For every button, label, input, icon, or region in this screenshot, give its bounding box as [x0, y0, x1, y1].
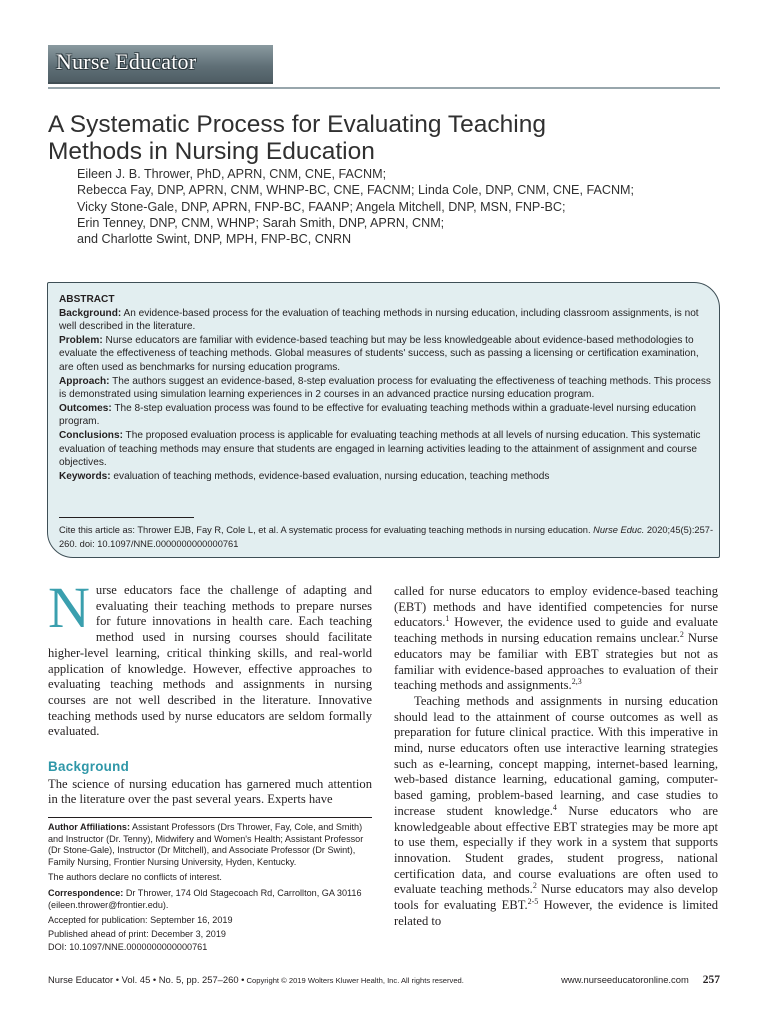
- footer-url[interactable]: www.nurseeducatoronline.com: [561, 974, 689, 985]
- doi: DOI: 10.1097/NNE.0000000000000761: [48, 942, 208, 953]
- body-text: called for nurse educators to employ evidence-based teaching (EBT) methods and have identified competencies for nurse educators.: [394, 584, 718, 630]
- correspondence: [48, 888, 378, 911]
- article-title: [48, 111, 688, 165]
- abstract-outcomes: [59, 402, 711, 429]
- citation-ref: 1: [445, 614, 450, 624]
- background-paragraph: The science of nursing education has garnered much attention in the literature over the past several years. Experts have: [48, 776, 372, 807]
- affiliations-text: Assistant Professors (Drs Thrower, Fay, Cole, and Smith) and Instructor (Dr. Tenny), Midwifery and Women's Health; Assistant Professor (Dr Stone-Gale), Instructor (Dr Mitchell), and Associate Professor (Dr Swint), Family Nursing, Frontier Nursing University, Hyden, Kentucky.: [48, 822, 364, 867]
- citation-ref: 2: [679, 629, 684, 639]
- abstract-heading: ABSTRACT: [59, 294, 115, 305]
- author-line: Vicky Stone-Gale, DNP, APRN, FNP-BC, FAANP; Angela Mitchell, DNP, MSN, FNP-BC;: [77, 199, 566, 214]
- author-line: Rebecca Fay, DNP, APRN, CNM, WHNP-BC, CNE, FACNM; Linda Cole, DNP, CNM, CNE, FACNM;: [77, 183, 635, 198]
- abstract-problem-text: Nurse educators are familiar with evidence-based teaching but may be less knowledgeable about evidence-based methodologies to evaluate the effectiveness of teaching methods. Global measures of students' success, such as passing a licensing or certification examination, are often used as benchmarks for nursing education programs.: [59, 334, 699, 373]
- footer-copyright: Copyright © 2019 Wolters Kluwer Health, Inc. All rights reserved.: [244, 976, 464, 985]
- affiliations-label: Author Affiliations:: [48, 822, 130, 832]
- journal-banner-text: Nurse Educator: [56, 49, 197, 74]
- author-line: and Charlotte Swint, DNP, MPH, FNP-BC, CNRN: [77, 232, 352, 247]
- citation-text: Cite this article as: Thrower EJB, Fay R, Cole L, et al. A systematic process for evaluating teaching methods in nursing education.: [59, 525, 594, 535]
- citation-rule: [59, 517, 194, 518]
- body-text: Nurse educators who are knowledgeable about effective EBT strategies may be more apt to use them, especially if they work in a system that supports innovation. Student grades, student progress, national certification data, and course evaluations are often used to evaluate teaching methods.: [394, 803, 718, 897]
- affiliations-paragraph: [48, 822, 378, 868]
- body-paragraph-2: [394, 694, 718, 930]
- accepted-date: Accepted for publication: September 16, 2019: [48, 915, 233, 926]
- abstract-keywords: [59, 470, 711, 484]
- abstract-approach: [59, 375, 711, 402]
- conflicts-statement: The authors declare no conflicts of interest.: [48, 872, 222, 883]
- intro-paragraph: [48, 575, 372, 740]
- abstract-approach-text: The authors suggest an evidence-based, 8-step evaluation process for evaluating the effectiveness of teaching methods. This process is demonstrated using simulation learning experiences in 2 courses in an advanced practice nursing education program.: [59, 375, 711, 401]
- body-text: Nurse educators may be familiar with EBT strategies but not as familiar with evidence-based approaches to evaluation of their teaching methods and assignments.: [394, 631, 718, 693]
- citation-details: 2020;45(5):257-260. doi: 10.1097/NNE.0000000000000761: [59, 525, 714, 549]
- footer-volume: Nurse Educator • Vol. 45 • No. 5, pp. 257–260 •: [48, 974, 245, 985]
- page-number: 257: [702, 974, 720, 986]
- body-text: Teaching methods and assignments in nursing education should lead to the attainment of course outcomes as well as preparation for future clinical practice. With this imperative in mind, nurse educators often use interactive learning strategies such as e-learning, concept mapping, internet-based learning, web-based distance learning, educational gaming, computer-based gaming, problem-based learning, and case studies to increase student knowledge.: [394, 693, 718, 818]
- section-heading-background: Background: [48, 759, 130, 775]
- body-text: However, the evidence is limited related to: [394, 898, 718, 928]
- abstract-conclusions-text: The proposed evaluation process is applicable for evaluating teaching methods at all levels of nursing education. This systematic evaluation of teaching methods may ensure that students are engaged in learning activities leading to the attainment of assignment and course objectives.: [59, 429, 701, 469]
- abstract-problem-label: Problem:: [59, 334, 103, 346]
- body-text: Nurse educators may also develop tools for evaluating EBT.: [394, 882, 718, 913]
- body-paragraph-1: [394, 584, 718, 694]
- abstract-conclusions-label: Conclusions:: [59, 429, 123, 441]
- citation: [59, 524, 714, 551]
- header-rule: [48, 87, 720, 89]
- published-date: Published ahead of print: December 3, 2019: [48, 928, 226, 939]
- citation-ref: 2-5: [527, 896, 539, 906]
- abstract-problem: [59, 334, 711, 375]
- journal-banner: [48, 45, 273, 84]
- citation-journal: Nurse Educ.: [593, 525, 645, 535]
- correspondence-text: Dr Thrower, 174 Old Stagecoach Rd, Carrollton, GA 30116 (eileen.thrower@frontier.edu).: [48, 887, 362, 910]
- title-line-2: Methods in Nursing Education: [48, 138, 375, 165]
- abstract-conclusions: [59, 429, 711, 470]
- abstract-background: [59, 307, 711, 334]
- body-right-column: [394, 584, 718, 929]
- title-line-1: A Systematic Process for Evaluating Teaching: [48, 111, 546, 138]
- body-left-column: [48, 575, 372, 808]
- author-affiliations: [48, 822, 378, 958]
- affiliation-rule: [48, 817, 372, 818]
- abstract-background-text: An evidence-based process for the evaluation of teaching methods in nursing education, including classroom assignments, is not well described in the literature.: [59, 307, 699, 333]
- body-text: However, the evidence used to guide and evaluate teaching methods in nursing education remains unclear.: [394, 615, 718, 646]
- abstract-keywords-text: evaluation of teaching methods, evidence-based evaluation, nursing education, teaching methods: [110, 470, 550, 482]
- citation-ref: 2: [532, 881, 537, 891]
- abstract-keywords-label: Keywords:: [59, 470, 111, 482]
- author-line: Eileen J. B. Thrower, PhD, APRN, CNM, CNE, FACNM;: [77, 167, 387, 181]
- abstract-background-label: Background:: [59, 307, 122, 319]
- abstract: [59, 293, 711, 483]
- abstract-approach-label: Approach:: [59, 375, 110, 387]
- citation-ref: 2,3: [571, 677, 582, 687]
- abstract-outcomes-label: Outcomes:: [59, 402, 112, 414]
- author-line: Erin Tenney, DNP, CNM, WHNP; Sarah Smith, DNP, APRN, CNM;: [77, 215, 445, 230]
- drop-cap: N: [48, 575, 90, 640]
- footer-journal-info: [48, 974, 464, 985]
- intro-text: urse educators face the challenge of adapting and evaluating their teaching methods to prepare nurses for future innovations in health care. Each teaching method used in nursing courses should facilitate higher-level learning, critical thinking skills, and real-world application of knowledge. However, effective approaches to evaluating teaching methods and assignments in nursing courses are not well described in the literature. Innovative teaching methods used by nurse educators are seldom formally evaluated.: [48, 583, 372, 739]
- author-list: [77, 166, 727, 247]
- correspondence-label: Correspondence:: [48, 887, 124, 898]
- citation-ref: 4: [552, 802, 557, 812]
- abstract-outcomes-text: The 8-step evaluation process was found to be effective for evaluating teaching methods within a graduate-level nursing education program.: [59, 402, 697, 428]
- footer-right: [561, 974, 720, 986]
